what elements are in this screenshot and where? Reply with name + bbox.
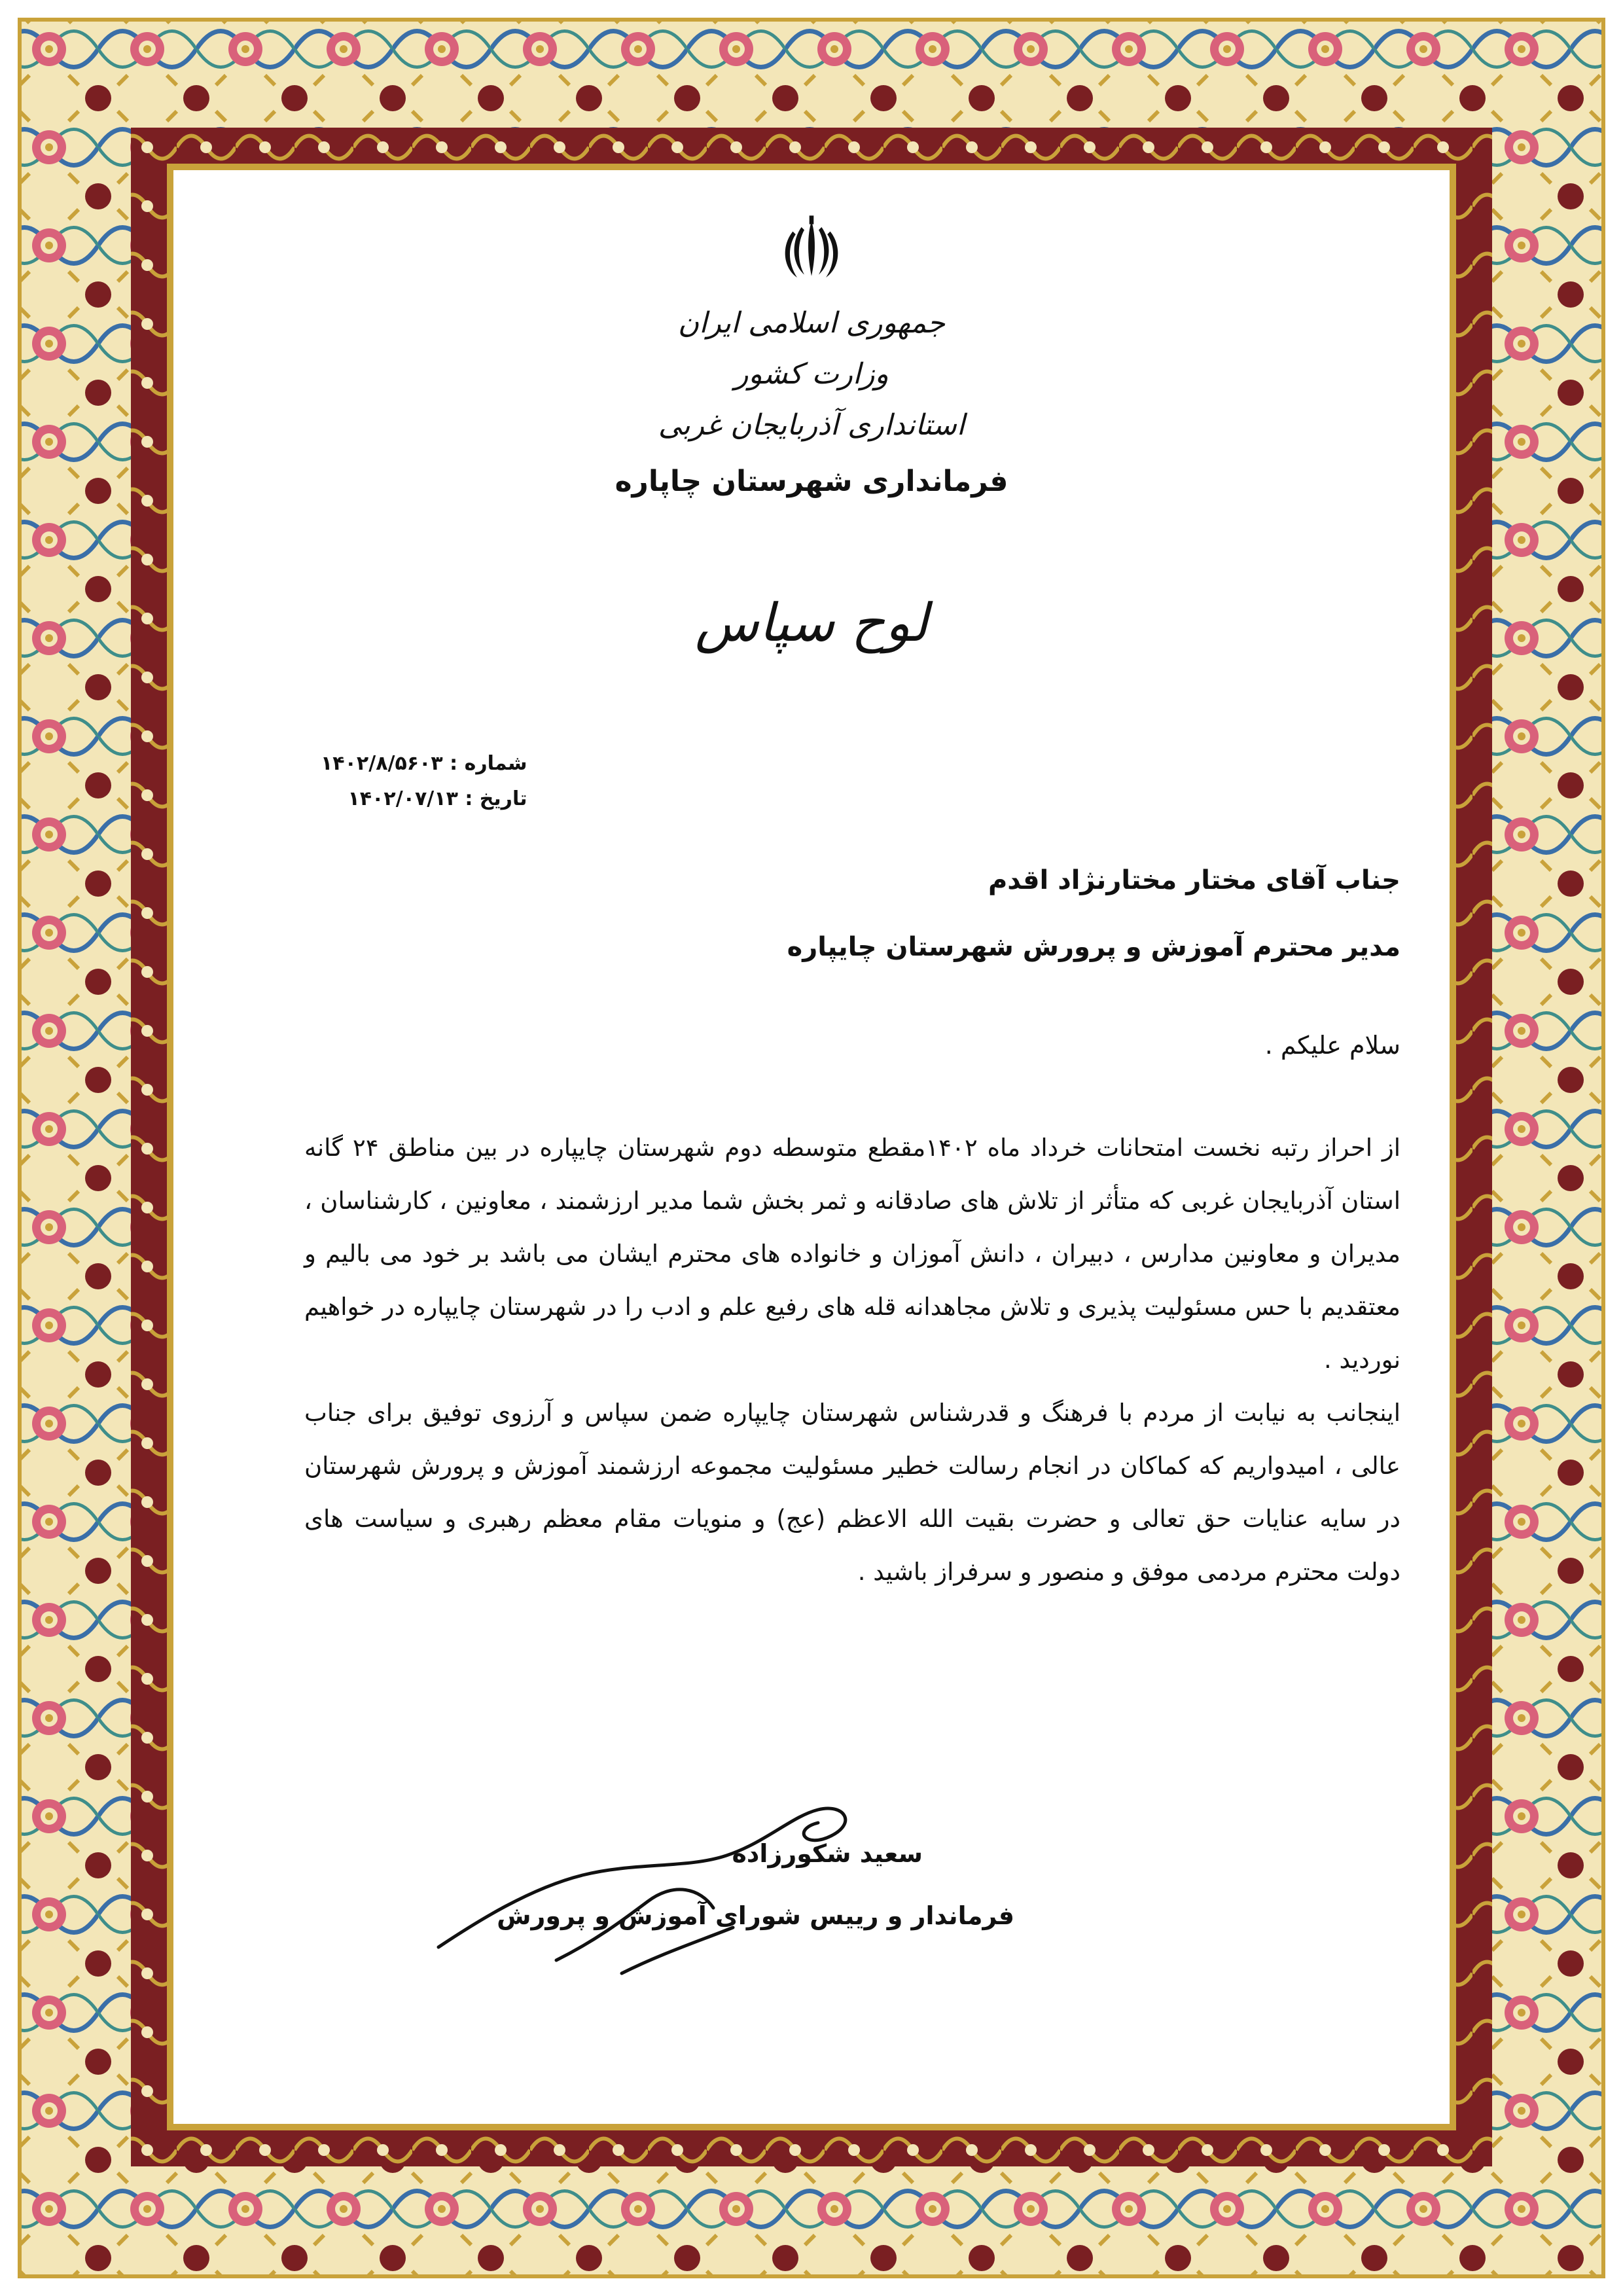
body-paragraph-1: از احراز رتبه نخست امتحانات خرداد ماه ۱۴۰۲مقطع متوسطه دوم شهرستان چایپاره در بین مناطق ۲۴ گانه استان آذربایجان غربی که متأثر از تلاش های صادقانه و ثمر بخش شما مدیر ارزشمند ، معاونین ، کارشناسان ، مدیران و معاونین مدارس ، دبیران ، دانش آموزان و خانواده های محترم ایشان می باشد بر خود می بالیم و معتقدیم با حس مسئولیت پذیری و تلاش مجاهدانه قله های رفیع علم و ادب را در شهرستان چایپاره در خواهیم نوردید . (304, 1134, 1400, 1374)
handwritten-signature (425, 1790, 883, 1986)
header-province: استانداری آذربایجان غربی (658, 408, 965, 442)
signatory-name: سعید شکورزاده (732, 1839, 923, 1868)
meta-date-value: ۱۴۰۲/۰۷/۱۳ (348, 787, 458, 810)
addressee-position: مدیر محترم آموزش و پرورش شهرستان چایپاره (787, 932, 1400, 962)
letterhead (177, 213, 1446, 507)
document-meta (321, 746, 527, 817)
addressee-block (787, 867, 1400, 1001)
meta-number-value: ۱۴۰۲/۸/۵۶۰۳ (321, 752, 443, 775)
meta-number-row (321, 746, 527, 781)
greeting: سلام علیکم . (1264, 1031, 1400, 1060)
letter-body (304, 1121, 1400, 1598)
meta-number-label: شماره : (450, 752, 527, 775)
body-paragraph-2: اینجانب به نیابت از مردم با فرهنگ و قدرشناس شهرستان چایپاره ضمن سپاس و آرزوی توفیق برای جناب عالی ، امیدواریم که کماکان در انجام رسالت خطیر مسئولیت مجموعه ارزشمند آموزش و پرورش شهرستان در سایه عنایات حق تعالی و حضرت بقیت الله الاعظم (عج) و منویات مقام معظم رهبری و سیاست های دولت محترم مردمی موفق و منصور و سرفراز باشید . (304, 1399, 1400, 1586)
header-county: فرمانداری شهرستان چاپاره (615, 465, 1008, 498)
certificate-title: لوح سپاس (695, 592, 928, 653)
meta-date-label: تاریخ : (465, 787, 527, 810)
certificate-paper (177, 173, 1446, 2121)
header-country: جمهوری اسلامی ایران (677, 306, 946, 340)
meta-date-row (321, 781, 527, 817)
signatory-role: فرماندار و رییس شورای آموزش و پرورش (497, 1901, 1014, 1930)
header-ministry: وزارت کشور (734, 357, 889, 391)
iran-emblem-icon (776, 213, 847, 285)
addressee-name: جناب آقای مختار مختارنژاد اقدم (988, 865, 1400, 895)
